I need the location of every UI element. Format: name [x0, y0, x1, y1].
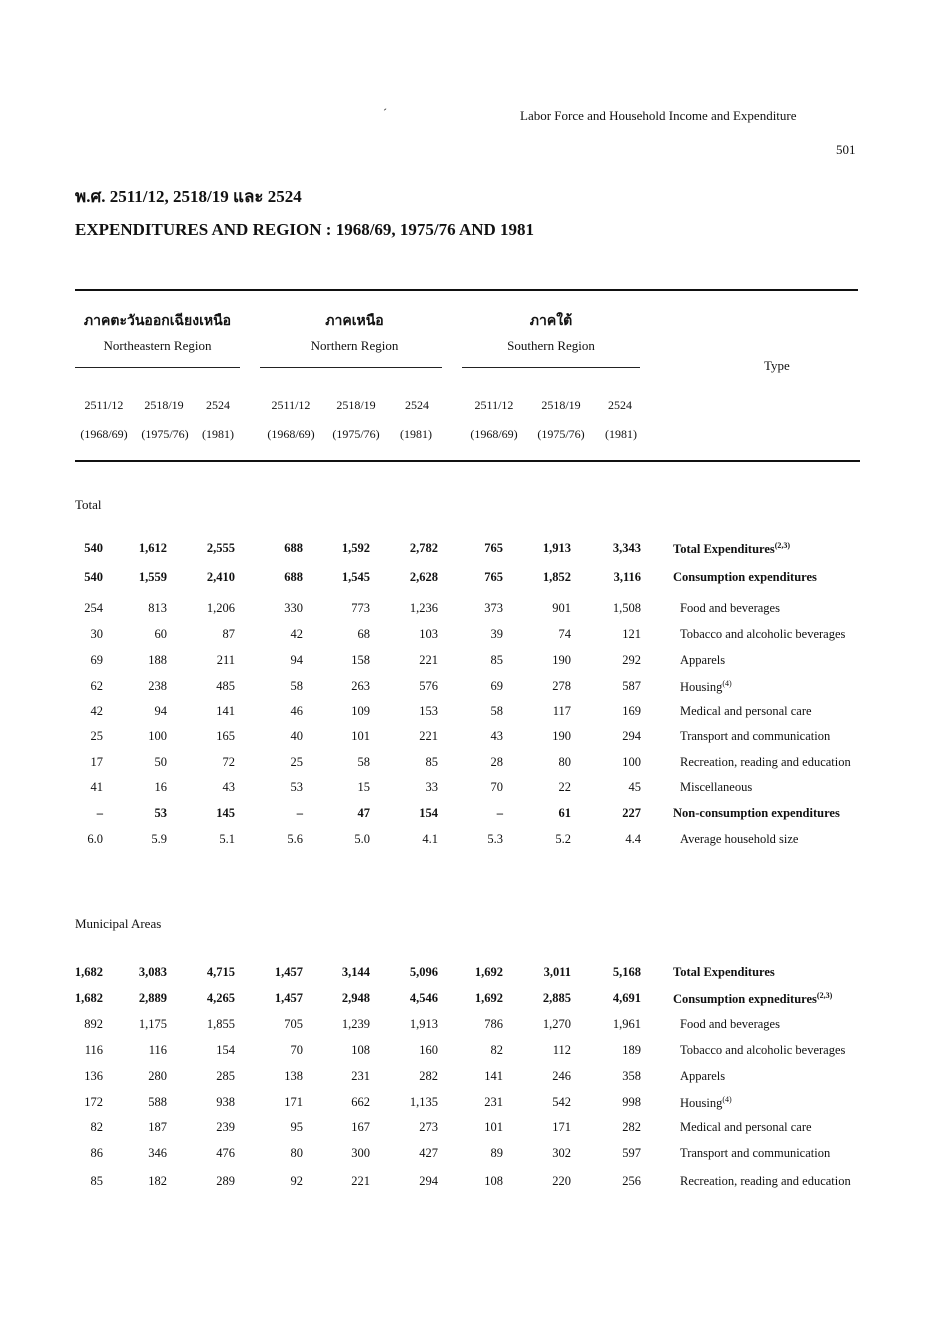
table-cell: 92 — [290, 1174, 303, 1188]
table-cell: 47 — [357, 806, 370, 820]
row-label-text: Food and beverages — [680, 601, 780, 615]
table-cell: 1,592 — [341, 541, 370, 555]
region-rule-northeastern — [75, 367, 240, 368]
table-cell: 30 — [90, 627, 103, 641]
table-cell: 160 — [419, 1043, 438, 1057]
row-label — [680, 704, 812, 719]
row-label — [673, 965, 775, 980]
table-cell: 3,343 — [612, 541, 641, 555]
table-cell: 43 — [222, 780, 235, 794]
row-label — [680, 679, 732, 695]
table-cell: 5.6 — [287, 832, 303, 846]
row-label-text: Average household size — [680, 832, 799, 846]
year-ad-header: (1975/76) — [537, 427, 585, 441]
table-cell: 705 — [284, 1017, 303, 1031]
table-cell: 765 — [484, 570, 503, 584]
table-cell: 485 — [216, 679, 235, 693]
table-cell: 1,961 — [612, 1017, 641, 1031]
row-label-text: Food and beverages — [680, 1017, 780, 1031]
row-label-text: Apparels — [680, 1069, 726, 1083]
table-cell: 220 — [552, 1174, 571, 1188]
year-header: 2518/19 — [336, 398, 376, 412]
table-cell: 94 — [290, 653, 303, 667]
row-label-text: Tobacco and alcoholic beverages — [680, 627, 846, 641]
table-cell: 25 — [290, 755, 303, 769]
table-cell: 87 — [222, 627, 235, 641]
table-cell: 221 — [419, 653, 438, 667]
table-cell: 141 — [216, 704, 235, 718]
table-cell: 542 — [552, 1095, 571, 1109]
table-cell: 5.2 — [555, 832, 571, 846]
table-cell: 294 — [622, 729, 641, 743]
table-cell: 95 — [290, 1120, 303, 1134]
table-cell: 1,692 — [474, 991, 503, 1005]
table-cell: 103 — [419, 627, 438, 641]
row-label-text: Medical and personal care — [680, 704, 812, 718]
table-cell: 5.9 — [151, 832, 167, 846]
table-cell: 1,692 — [474, 965, 503, 979]
table-cell: 58 — [490, 704, 503, 718]
table-cell: – — [96, 806, 103, 820]
table-cell: 4,691 — [612, 991, 641, 1005]
table-cell: 167 — [351, 1120, 370, 1134]
section-title-total: Total — [75, 497, 102, 512]
table-cell: 15 — [357, 780, 370, 794]
year-header: 2524 — [405, 398, 429, 412]
year-ad-header: (1981) — [202, 427, 234, 441]
row-label-text: Transport and communication — [680, 729, 831, 743]
row-label-text: Consumption expneditures — [673, 992, 817, 1007]
table-cell: 112 — [552, 1043, 571, 1057]
row-label — [680, 1095, 732, 1111]
row-label-text: Miscellaneous — [680, 780, 753, 794]
year-header: 2518/19 — [144, 398, 184, 412]
table-cell: 68 — [357, 627, 370, 641]
table-cell: 278 — [552, 679, 571, 693]
table-cell: 813 — [148, 601, 167, 615]
table-cell: 165 — [216, 729, 235, 743]
table-cell: 221 — [419, 729, 438, 743]
table-cell: 5,168 — [612, 965, 641, 979]
table-cell: 80 — [558, 755, 571, 769]
row-label-text: Housing — [680, 1096, 723, 1111]
table-cell: 6.0 — [87, 832, 103, 846]
table-cell: 82 — [90, 1120, 103, 1134]
table-cell: – — [296, 806, 303, 820]
table-cell: 188 — [148, 653, 167, 667]
year-header: 2511/12 — [474, 398, 514, 412]
table-cell: 187 — [148, 1120, 167, 1134]
table-cell: 4.1 — [422, 832, 438, 846]
table-cell: 171 — [284, 1095, 303, 1109]
row-label-text: Apparels — [680, 653, 726, 667]
table-cell: 190 — [552, 653, 571, 667]
year-header: 2524 — [608, 398, 632, 412]
table-cell: 292 — [622, 653, 641, 667]
table-cell: 116 — [148, 1043, 167, 1057]
table-cell: 765 — [484, 541, 503, 555]
table-cell: 1,852 — [542, 570, 571, 584]
table-cell: 227 — [622, 806, 641, 820]
table-cell: 82 — [490, 1043, 503, 1057]
table-cell: 116 — [84, 1043, 103, 1057]
table-cell: 3,083 — [138, 965, 167, 979]
table-cell: 141 — [484, 1069, 503, 1083]
table-cell: 74 — [558, 627, 571, 641]
table-cell: 688 — [284, 570, 303, 584]
table-cell: 1,457 — [274, 991, 303, 1005]
table-cell: 5,096 — [409, 965, 438, 979]
table-cell: 231 — [351, 1069, 370, 1083]
table-cell: 53 — [154, 806, 167, 820]
table-cell: 58 — [290, 679, 303, 693]
table-cell: 4,265 — [206, 991, 235, 1005]
table-cell: 221 — [351, 1174, 370, 1188]
row-label — [680, 755, 851, 770]
table-cell: 246 — [552, 1069, 571, 1083]
table-cell: 45 — [628, 780, 641, 794]
table-cell: 938 — [216, 1095, 235, 1109]
table-cell: 80 — [290, 1146, 303, 1160]
footnote-marker: (4) — [722, 1095, 732, 1104]
table-cell: 373 — [484, 601, 503, 615]
table-cell: 1,206 — [206, 601, 235, 615]
table-cell: 189 — [622, 1043, 641, 1057]
stray-mark: ˊ — [383, 106, 387, 120]
table-cell: 85 — [490, 653, 503, 667]
footnote-marker: (4) — [722, 679, 732, 688]
table-cell: 85 — [425, 755, 438, 769]
table-cell: 1,508 — [612, 601, 641, 615]
type-column-header: Type — [764, 358, 790, 373]
table-cell: 282 — [419, 1069, 438, 1083]
table-cell: 358 — [622, 1069, 641, 1083]
table-cell: 901 — [552, 601, 571, 615]
table-cell: 1,175 — [138, 1017, 167, 1031]
table-cell: 39 — [490, 627, 503, 641]
table-cell: 2,885 — [542, 991, 571, 1005]
year-header: 2524 — [206, 398, 230, 412]
table-cell: 145 — [216, 806, 235, 820]
row-label — [680, 1146, 830, 1161]
table-header-rule — [75, 460, 860, 462]
table-cell: 53 — [290, 780, 303, 794]
table-cell: 172 — [84, 1095, 103, 1109]
row-label-text: Recreation, reading and education — [680, 755, 851, 769]
table-cell: 70 — [290, 1043, 303, 1057]
table-cell: 190 — [552, 729, 571, 743]
region-thai-northern: ภาคเหนือ — [325, 314, 384, 329]
table-cell: 786 — [484, 1017, 503, 1031]
table-cell: 254 — [84, 601, 103, 615]
table-cell: 662 — [351, 1095, 370, 1109]
table-cell: 2,555 — [206, 541, 235, 555]
table-cell: 72 — [222, 755, 235, 769]
table-cell: 61 — [558, 806, 571, 820]
year-ad-header: (1968/69) — [80, 427, 128, 441]
row-label — [673, 806, 840, 821]
table-cell: – — [496, 806, 503, 820]
table-cell: 256 — [622, 1174, 641, 1188]
table-cell: 108 — [351, 1043, 370, 1057]
row-label — [673, 570, 817, 585]
table-cell: 773 — [351, 601, 370, 615]
table-cell: 540 — [84, 541, 103, 555]
year-ad-header: (1975/76) — [141, 427, 189, 441]
row-label — [673, 541, 790, 557]
table-cell: 1,135 — [409, 1095, 438, 1109]
table-cell: 2,782 — [409, 541, 438, 555]
region-thai-northeastern: ภาคตะวันออกเฉียงเหนือ — [83, 314, 232, 329]
row-label — [673, 991, 832, 1007]
table-cell: 109 — [351, 704, 370, 718]
table-cell: 294 — [419, 1174, 438, 1188]
table-cell: 5.0 — [354, 832, 370, 846]
table-cell: 597 — [622, 1146, 641, 1160]
row-label — [680, 627, 845, 642]
table-cell: 427 — [419, 1146, 438, 1160]
row-label-text: Consumption expenditures — [673, 570, 817, 584]
table-cell: 171 — [552, 1120, 571, 1134]
region-en-northeastern: Northeastern Region — [103, 338, 212, 353]
table-cell: 1,913 — [542, 541, 571, 555]
table-cell: 154 — [419, 806, 438, 820]
row-label — [680, 1069, 725, 1084]
table-cell: 1,913 — [409, 1017, 438, 1031]
table-cell: 4,546 — [409, 991, 438, 1005]
title-thai: พ.ศ. 2511/12, 2518/19 และ 2524 — [75, 187, 302, 206]
table-cell: 138 — [284, 1069, 303, 1083]
row-label-text: Tobacco and alcoholic beverages — [680, 1043, 846, 1057]
row-label-text: Housing — [680, 680, 723, 695]
row-label — [680, 601, 780, 616]
section-title-municipal: Municipal Areas — [75, 916, 162, 931]
year-header: 2518/19 — [541, 398, 581, 412]
footnote-marker: (2,3) — [774, 541, 791, 550]
page-number: 501 — [836, 142, 856, 157]
table-cell: 238 — [148, 679, 167, 693]
title-english: EXPENDITURES AND REGION : 1968/69, 1975/76 AND 1981 — [75, 220, 535, 239]
table-cell: 588 — [148, 1095, 167, 1109]
table-cell: 688 — [284, 541, 303, 555]
row-label — [680, 653, 725, 668]
table-cell: 1,236 — [409, 601, 438, 615]
region-rule-southern — [462, 367, 640, 368]
table-cell: 2,410 — [206, 570, 235, 584]
table-cell: 231 — [484, 1095, 503, 1109]
region-en-southern: Southern Region — [507, 338, 595, 353]
table-cell: 1,239 — [341, 1017, 370, 1031]
table-cell: 33 — [425, 780, 438, 794]
table-cell: 5.3 — [487, 832, 503, 846]
table-cell: 89 — [490, 1146, 503, 1160]
table-cell: 58 — [357, 755, 370, 769]
year-ad-header: (1981) — [400, 427, 432, 441]
year-header: 2511/12 — [271, 398, 311, 412]
running-head: Labor Force and Household Income and Expenditure — [520, 108, 797, 123]
table-cell: 62 — [90, 679, 103, 693]
table-cell: 28 — [490, 755, 503, 769]
table-cell: 50 — [154, 755, 167, 769]
year-header: 2511/12 — [84, 398, 124, 412]
row-label — [680, 1174, 851, 1189]
table-cell: 43 — [490, 729, 503, 743]
table-cell: 892 — [84, 1017, 103, 1031]
table-cell: 1,682 — [74, 965, 103, 979]
table-cell: 3,144 — [341, 965, 370, 979]
table-cell: 263 — [351, 679, 370, 693]
table-cell: 101 — [484, 1120, 503, 1134]
table-cell: 1,855 — [206, 1017, 235, 1031]
row-label — [680, 729, 830, 744]
year-ad-header: (1968/69) — [470, 427, 518, 441]
table-cell: 1,457 — [274, 965, 303, 979]
region-en-northern: Northern Region — [310, 338, 399, 353]
table-cell: 2,628 — [409, 570, 438, 584]
table-cell: 576 — [419, 679, 438, 693]
table-cell: 280 — [148, 1069, 167, 1083]
table-cell: 302 — [552, 1146, 571, 1160]
region-thai-southern: ภาคใต้ — [529, 314, 573, 329]
table-cell: 60 — [154, 627, 167, 641]
table-cell: 998 — [622, 1095, 641, 1109]
row-label — [680, 1043, 845, 1058]
table-cell: 153 — [419, 704, 438, 718]
row-label — [680, 780, 752, 795]
table-cell: 16 — [154, 780, 167, 794]
table-cell: 5.1 — [219, 832, 235, 846]
footnote-marker: (2,3) — [816, 991, 833, 1000]
table-cell: 86 — [90, 1146, 103, 1160]
table-cell: 282 — [622, 1120, 641, 1134]
region-rule-northern — [260, 367, 442, 368]
row-label-text: Transport and communication — [680, 1146, 831, 1160]
table-cell: 69 — [490, 679, 503, 693]
row-label-text: Total Expenditures — [673, 965, 775, 979]
table-cell: 346 — [148, 1146, 167, 1160]
table-cell: 121 — [622, 627, 641, 641]
table-cell: 2,889 — [138, 991, 167, 1005]
table-cell: 273 — [419, 1120, 438, 1134]
row-label-text: Non-consumption expenditures — [673, 806, 840, 820]
table-cell: 3,011 — [543, 965, 571, 979]
table-cell: 136 — [84, 1069, 103, 1083]
table-cell: 108 — [484, 1174, 503, 1188]
table-cell: 85 — [90, 1174, 103, 1188]
table-cell: 100 — [148, 729, 167, 743]
table-cell: 289 — [216, 1174, 235, 1188]
table-cell: 94 — [154, 704, 167, 718]
table-cell: 540 — [84, 570, 103, 584]
table-cell: 330 — [284, 601, 303, 615]
table-cell: 70 — [490, 780, 503, 794]
row-label — [680, 1017, 780, 1032]
table-cell: 4,715 — [206, 965, 235, 979]
table-cell: 476 — [216, 1146, 235, 1160]
table-cell: 1,270 — [542, 1017, 571, 1031]
table-top-rule — [75, 289, 858, 291]
table-cell: 25 — [90, 729, 103, 743]
table-cell: 169 — [622, 704, 641, 718]
row-label-text: Total Expenditures — [673, 542, 775, 557]
table-cell: 3,116 — [613, 570, 641, 584]
table-cell: 182 — [148, 1174, 167, 1188]
table-cell: 239 — [216, 1120, 235, 1134]
table-cell: 22 — [558, 780, 571, 794]
table-cell: 42 — [90, 704, 103, 718]
table-cell: 300 — [351, 1146, 370, 1160]
table-cell: 117 — [552, 704, 571, 718]
table-cell: 1,559 — [138, 570, 167, 584]
table-cell: 41 — [90, 780, 103, 794]
table-cell: 101 — [351, 729, 370, 743]
table-cell: 211 — [216, 653, 235, 667]
table-cell: 154 — [216, 1043, 235, 1057]
table-cell: 17 — [90, 755, 103, 769]
table-cell: 4.4 — [625, 832, 641, 846]
table-cell: 46 — [290, 704, 303, 718]
row-label — [680, 832, 798, 847]
table-cell: 587 — [622, 679, 641, 693]
year-ad-header: (1981) — [605, 427, 637, 441]
table-cell: 158 — [351, 653, 370, 667]
table-cell: 42 — [290, 627, 303, 641]
table-cell: 285 — [216, 1069, 235, 1083]
table-cell: 1,545 — [341, 570, 370, 584]
table-cell: 100 — [622, 755, 641, 769]
table-cell: 69 — [90, 653, 103, 667]
table-cell: 40 — [290, 729, 303, 743]
table-cell: 1,682 — [74, 991, 103, 1005]
table-cell: 2,948 — [341, 991, 370, 1005]
year-ad-header: (1975/76) — [332, 427, 380, 441]
row-label — [680, 1120, 812, 1135]
year-ad-header: (1968/69) — [267, 427, 315, 441]
table-cell: 1,612 — [138, 541, 167, 555]
row-label-text: Recreation, reading and education — [680, 1174, 851, 1188]
row-label-text: Medical and personal care — [680, 1120, 812, 1134]
